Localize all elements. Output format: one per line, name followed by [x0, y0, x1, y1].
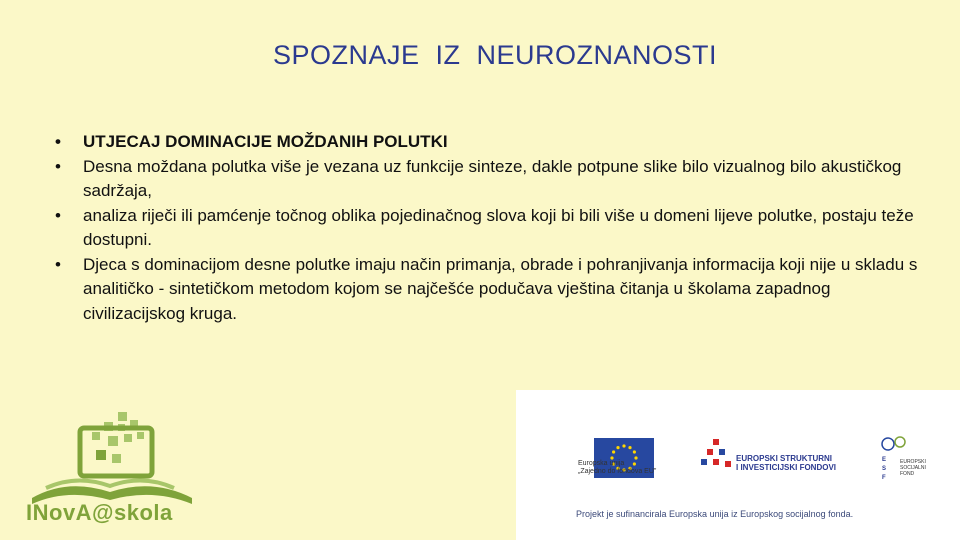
- bullet-item: [55, 130, 925, 155]
- bullet-list: [55, 130, 925, 326]
- bullet-text: Djeca s dominacijom desne polutke imaju način primanja, obrade i pohranjivanja informacija koji nije u skladu s analitičko - sintetičkom metodom kojom se najčešće podučava vještina čitanja u školama zapadnog civilizacijskog kruga.: [83, 254, 918, 323]
- logo-text: INovA@skola: [26, 500, 173, 525]
- bullet-marker: •: [55, 205, 61, 225]
- bullet-text: UTJECAJ DOMINACIJE MOŽDANIH POLUTKI: [83, 132, 448, 151]
- esf-letters: E S F: [882, 457, 887, 481]
- bullet-item: [55, 204, 925, 253]
- eu-funding-panel: [516, 390, 960, 540]
- laptop-book-logo-icon: [22, 408, 200, 508]
- bullet-text: analiza riječi ili pamćenje točnog oblika pojedinačnog slova koji bi bili više u domeni lijeve polutke, postaju teže dostupni.: [83, 205, 914, 249]
- bullet-text: Desna moždana polutka više je vezana uz funkcije sinteze, dakle potpune slike bilo vizualnog bilo akustičkog sadržaja,: [83, 156, 902, 200]
- bullet-marker: •: [55, 254, 61, 274]
- esf-title: EUROPSKI STRUKTURNI I INVESTICIJSKI FONDOVI: [736, 454, 837, 472]
- slide-title: SPOZNAJE IZ NEUROZNANOSTI: [272, 40, 718, 70]
- esf-fund-label: EUROPSKI SOCIJALNI FOND: [900, 459, 926, 477]
- bullet-marker: •: [55, 132, 61, 151]
- inova-skola-logo: [22, 408, 200, 526]
- bullet-item: [55, 253, 925, 327]
- bullet-marker: •: [55, 156, 61, 176]
- bullet-item: [55, 155, 925, 204]
- funding-note: Projekt je sufinancirala Europska unija iz Europskog socijalnog fonda.: [576, 509, 854, 519]
- eu-caption: Europska unija „Zajedno do fondova EU": [578, 460, 657, 475]
- croatian-checkerboard-icon: [699, 437, 735, 471]
- esf-emblem-icon: [878, 434, 912, 454]
